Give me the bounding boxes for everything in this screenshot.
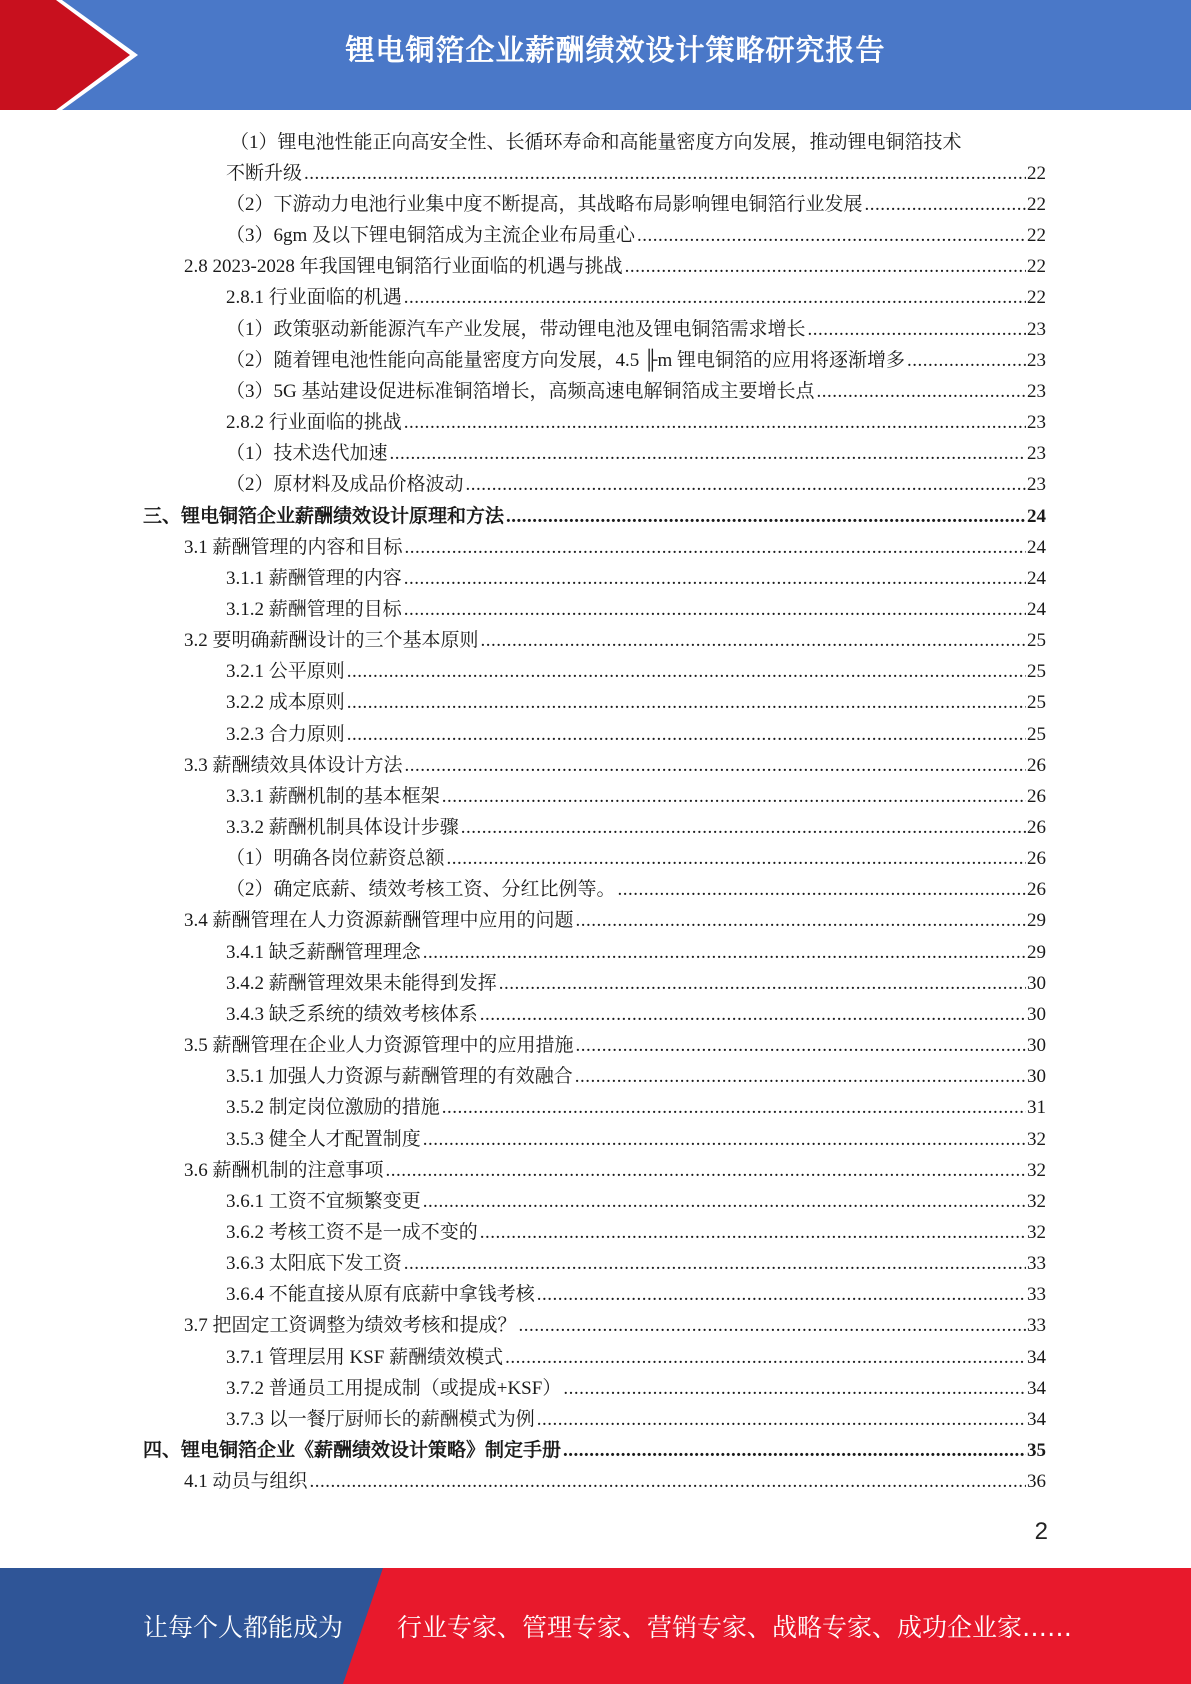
toc-leader-dots: [618, 874, 1026, 905]
toc-leader-dots: [404, 282, 1026, 313]
toc-leader-dots: [808, 314, 1026, 345]
toc-leader-dots: [506, 501, 1026, 532]
toc-entry[interactable]: [0, 1186, 1191, 1217]
toc-entry[interactable]: [0, 1373, 1191, 1404]
toc-entry-text-line1: （1）锂电池性能正向高安全性、长循环寿命和高能量密度方向发展，推动锂电铜箔技术: [230, 132, 962, 153]
toc-entry-text: 3.7 把固定工资调整为绩效考核和提成？: [184, 1315, 517, 1337]
toc-entry-text: 3.2 要明确薪酬设计的三个基本原则: [184, 630, 479, 652]
toc-page-number: 23: [1027, 412, 1046, 434]
toc-entry[interactable]: [0, 251, 1191, 282]
toc-entry-text-line2: 不断升级: [226, 163, 303, 184]
toc-leader-dots: [563, 1435, 1026, 1466]
toc-page-number: 22: [1027, 163, 1046, 184]
toc-entry-text: 3.1.1 薪酬管理的内容: [226, 567, 402, 589]
toc-leader-dots: [575, 1061, 1026, 1092]
toc-entry[interactable]: [0, 469, 1191, 500]
toc-entry-text: 2.8 2023-2028 年我国锂电铜箔行业面临的机遇与挑战: [184, 256, 623, 278]
toc-entry-text: （1）明确各岗位薪资总额: [226, 848, 445, 870]
toc-entry[interactable]: [0, 1404, 1191, 1435]
toc-entry[interactable]: [0, 220, 1191, 251]
toc-entry-text: 3.6 薪酬机制的注意事项: [184, 1159, 384, 1181]
toc-leader-dots: [447, 843, 1026, 874]
toc-leader-dots: [404, 594, 1026, 625]
report-title: 锂电铜箔企业薪酬绩效设计策略研究报告: [345, 33, 886, 67]
toc-entry-text: 3.4.3 缺乏系统的绩效考核体系: [226, 1003, 478, 1025]
toc-leader-dots: [625, 251, 1026, 282]
toc-page-number: 26: [1027, 879, 1046, 901]
toc-leader-dots: [519, 1310, 1026, 1341]
toc-entry-text: （2）下游动力电池行业集中度不断提高，其战略布局影响锂电铜箔行业发展: [226, 194, 863, 215]
toc-leader-dots: [499, 968, 1026, 999]
toc-leader-dots: [347, 719, 1026, 750]
toc-entry-text: 3.6.1 工资不宜频繁变更: [226, 1190, 421, 1212]
toc-page-number: 24: [1027, 505, 1046, 527]
toc-leader-dots: [404, 563, 1026, 594]
toc-entry-text: （2）原材料及成品价格波动: [226, 474, 464, 496]
toc-entry[interactable]: [0, 1279, 1191, 1310]
toc-entry[interactable]: [0, 1092, 1191, 1123]
toc-entry-text: 4.1 动员与组织: [184, 1471, 308, 1493]
toc-entry[interactable]: [0, 1217, 1191, 1248]
toc-page-number: 25: [1027, 692, 1046, 714]
toc-entry[interactable]: [0, 656, 1191, 687]
toc-entry-text: （1）政策驱动新能源汽车产业发展，带动锂电池及锂电铜箔需求增长: [226, 318, 806, 340]
toc-entry[interactable]: [0, 532, 1191, 563]
toc-entry[interactable]: [0, 843, 1191, 874]
toc-page-number: 23: [1027, 318, 1046, 340]
toc-page-number: 32: [1027, 1159, 1046, 1181]
toc-entry-text: 3.5.2 制定岗位激励的措施: [226, 1097, 440, 1119]
toc-page-number: 30: [1027, 1003, 1046, 1025]
toc-leader-dots: [405, 532, 1026, 563]
toc-page-number: 24: [1027, 598, 1046, 620]
toc-leader-dots: [907, 345, 1026, 376]
toc-leader-dots: [461, 812, 1026, 843]
toc-leader-dots: [442, 1092, 1026, 1123]
toc-entry-text: 3.1.2 薪酬管理的目标: [226, 598, 402, 620]
toc-page-number: 34: [1027, 1346, 1046, 1368]
toc-entry-text: 3.2.2 成本原则: [226, 692, 345, 714]
toc-leader-dots: [386, 1155, 1026, 1186]
toc-entry[interactable]: [0, 1124, 1191, 1155]
footer-slogan-right: 行业专家、管理专家、营销专家、战略专家、成功企业家……: [397, 1613, 1073, 1642]
toc-entry[interactable]: [0, 937, 1191, 968]
toc-entry[interactable]: [0, 376, 1191, 407]
toc-leader-dots: [816, 376, 1026, 407]
toc-leader-dots: [390, 438, 1026, 469]
toc-entry-text: 四、锂电铜箔企业《薪酬绩效设计策略》制定手册: [143, 1440, 562, 1461]
toc-entry[interactable]: [0, 781, 1191, 812]
toc-entry-text: （1）技术迭代加速: [226, 443, 388, 465]
toc-entry-wrapped[interactable]: [0, 127, 1191, 158]
toc-entry-text: 3.3.2 薪酬机制具体设计步骤: [226, 817, 459, 838]
toc-page-number: 25: [1027, 723, 1046, 745]
toc-entry[interactable]: [0, 1030, 1191, 1061]
toc-page-number: 30: [1027, 1066, 1046, 1088]
toc-page-number: 23: [1027, 474, 1046, 496]
toc-entry[interactable]: [0, 594, 1191, 625]
toc-leader-dots: [423, 937, 1026, 968]
toc-leader-dots: [404, 407, 1026, 438]
toc-entry[interactable]: [0, 314, 1191, 345]
toc-leader-dots: [404, 1248, 1026, 1279]
toc-page-number: 32: [1027, 1128, 1046, 1150]
toc-leader-dots: [347, 687, 1026, 718]
page-footer: [0, 1568, 1191, 1684]
toc-leader-dots: [481, 625, 1026, 656]
toc-entry-text: 三、锂电铜箔企业薪酬绩效设计原理和方法: [143, 505, 505, 527]
toc-leader-dots: [563, 1373, 1026, 1404]
toc-page-number: 34: [1027, 1377, 1046, 1399]
toc-entry[interactable]: [0, 812, 1191, 843]
toc-entry-text: 3.7.1 管理层用 KSF 薪酬绩效模式: [226, 1346, 504, 1368]
toc-entry-text: 3.6.2 考核工资不是一成不变的: [226, 1221, 478, 1243]
toc-page-number: 23: [1027, 349, 1046, 371]
toc-leader-dots: [423, 1186, 1026, 1217]
toc-page-number: 30: [1027, 972, 1046, 994]
toc-entry-text: 3.6.4 不能直接从原有底薪中拿钱考核: [226, 1284, 535, 1306]
toc-entry-text: 3.3 薪酬绩效具体设计方法: [184, 754, 403, 776]
toc-entry-text: 3.1 薪酬管理的内容和目标: [184, 536, 403, 558]
toc-entry[interactable]: [0, 687, 1191, 718]
toc-page-number: 24: [1027, 567, 1046, 589]
toc-entry[interactable]: [0, 905, 1191, 936]
toc-entry-text: （2）随着锂电池性能向高能量密度方向发展，4.5 ╟m 锂电铜箔的应用将逐渐增多: [226, 349, 905, 371]
toc-page-number: 29: [1027, 941, 1046, 963]
toc-entry-text: 3.4.1 缺乏薪酬管理理念: [226, 941, 421, 963]
toc-leader-dots: [405, 750, 1026, 781]
toc-entry-text: 3.7.2 普通员工用提成制（或提成+KSF）: [226, 1377, 562, 1399]
toc-page-number: 30: [1027, 1035, 1046, 1057]
toc-entry[interactable]: [0, 1061, 1191, 1092]
toc-entry-text: 3.6.3 太阳底下发工资: [226, 1253, 402, 1275]
toc-leader-dots: [480, 999, 1026, 1030]
toc-entry-text: （3）6gm 及以下锂电铜箔成为主流企业布局重心: [226, 225, 636, 247]
toc-leader-dots: [442, 781, 1026, 812]
toc-page-number: 25: [1027, 630, 1046, 652]
toc-page-number: 29: [1027, 910, 1046, 932]
toc-page-number: 32: [1027, 1221, 1046, 1243]
toc-page-number: 33: [1027, 1284, 1046, 1306]
toc-page-number: 33: [1027, 1315, 1046, 1337]
toc-leader-dots: [466, 469, 1026, 500]
toc-page-number: 26: [1027, 848, 1046, 870]
toc-page-number: 23: [1027, 443, 1046, 465]
toc-leader-dots: [310, 1466, 1026, 1497]
toc-page-number: 26: [1027, 785, 1046, 807]
toc-leader-dots: [537, 1279, 1026, 1310]
toc-entry[interactable]: [0, 1310, 1191, 1341]
toc-entry[interactable]: [0, 501, 1191, 532]
toc-entry[interactable]: [0, 968, 1191, 999]
toc-leader-dots: [865, 189, 1026, 220]
toc-page-number: 24: [1027, 536, 1046, 558]
toc-leader-dots: [505, 1342, 1026, 1373]
toc-entry[interactable]: [0, 625, 1191, 656]
toc-entry-text: 3.5 薪酬管理在企业人力资源管理中的应用措施: [184, 1035, 574, 1057]
toc-entry[interactable]: [0, 999, 1191, 1030]
toc-entry-wrapped-continuation[interactable]: [0, 158, 1191, 189]
toc-entry[interactable]: [0, 874, 1191, 905]
toc-leader-dots: [423, 1124, 1026, 1155]
toc-entry[interactable]: [0, 345, 1191, 376]
toc-entry[interactable]: [0, 282, 1191, 313]
toc-entry-text: 3.7.3 以一餐厅厨师长的薪酬模式为例: [226, 1408, 535, 1430]
toc-page-number: 32: [1027, 1190, 1046, 1212]
toc-leader-dots: [576, 1030, 1026, 1061]
toc-entry-text: 3.2.1 公平原则: [226, 661, 345, 683]
toc-entry-text: 2.8.1 行业面临的机遇: [226, 287, 402, 309]
toc-entry[interactable]: [0, 438, 1191, 469]
toc-leader-dots: [347, 656, 1026, 687]
toc-leader-dots: [480, 1217, 1026, 1248]
toc-page-number: 22: [1027, 225, 1046, 247]
toc-page-number: 26: [1027, 817, 1046, 838]
toc-entry[interactable]: [0, 1435, 1191, 1466]
toc-page-number: 31: [1027, 1097, 1046, 1119]
toc-page-number: 34: [1027, 1408, 1046, 1430]
toc-page-number: 22: [1027, 287, 1046, 309]
toc-entry[interactable]: [0, 1155, 1191, 1186]
toc-leader-dots: [537, 1404, 1026, 1435]
page-number: 2: [1034, 1518, 1048, 1545]
toc-entry-text: 3.4.2 薪酬管理效果未能得到发挥: [226, 972, 497, 994]
toc-entry-text: 3.3.1 薪酬机制的基本框架: [226, 785, 440, 807]
toc-page-number: 22: [1027, 194, 1046, 215]
footer-slogan-left: 让每个人都能成为: [143, 1613, 344, 1642]
toc-page-number: 35: [1027, 1440, 1046, 1461]
toc-page-number: 25: [1027, 661, 1046, 683]
toc-entry-text: （3）5G 基站建设促进标准铜箔增长，高频高速电解铜箔成主要增长点: [226, 380, 815, 402]
toc-entry-text: 3.5.3 健全人才配置制度: [226, 1128, 421, 1150]
toc-page-number: 33: [1027, 1253, 1046, 1275]
page-header: [0, 0, 1191, 110]
toc-leader-dots: [304, 158, 1026, 189]
toc-leader-dots: [576, 905, 1026, 936]
toc-leader-dots: [637, 220, 1026, 251]
toc-entry[interactable]: [0, 1466, 1191, 1497]
toc-entry[interactable]: [0, 719, 1191, 750]
toc-entry-text: 3.2.3 合力原则: [226, 723, 345, 745]
toc-entry-text: 3.5.1 加强人力资源与薪酬管理的有效融合: [226, 1066, 573, 1088]
toc-page-number: 22: [1027, 256, 1046, 278]
toc-page-number: 36: [1027, 1471, 1046, 1493]
toc-page-number: 26: [1027, 754, 1046, 776]
toc-entry[interactable]: [0, 1342, 1191, 1373]
toc-entry-text: （2）确定底薪、绩效考核工资、分红比例等。: [226, 879, 616, 901]
toc-entry[interactable]: [0, 750, 1191, 781]
toc-page-number: 23: [1027, 380, 1046, 402]
toc-entry-text: 2.8.2 行业面临的挑战: [226, 412, 402, 434]
toc-entry-text: 3.4 薪酬管理在人力资源薪酬管理中应用的问题: [184, 910, 574, 932]
toc-entry[interactable]: [0, 189, 1191, 220]
toc-entry[interactable]: [0, 1248, 1191, 1279]
toc-entry[interactable]: [0, 563, 1191, 594]
toc-entry[interactable]: [0, 407, 1191, 438]
